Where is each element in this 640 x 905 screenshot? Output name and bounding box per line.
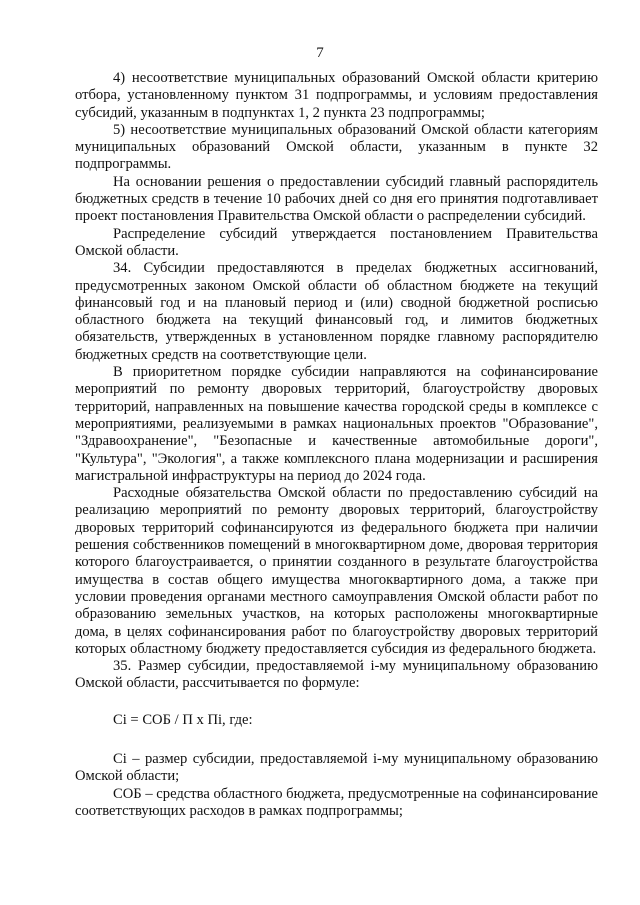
page-number: 7 xyxy=(316,45,324,61)
definition-sob: СОБ – средства областного бюджета, предусмотренные на софинансирование соответствующих расходов в рамках подпрограммы; xyxy=(75,785,598,819)
formula: Ci = СОБ / П х Пi, где: xyxy=(113,711,253,728)
paragraph-distribution: Распределение субсидий утверждается постановлением Правительства Омской области. xyxy=(75,225,598,259)
paragraph-obligations: Расходные обязательства Омской области по предоставлению субсидий на реализацию мероприятий по ремонту дворовых территорий, благоустройству дворовых территорий софинансируются из федерального бюджета при наличии решения собственников помещений в многоквартирном доме, дворовая территория которого благоустраивается, о принятии созданного в результате благоустройства имущества в состав общего имущества многоквартирного дома, а также при условии проведения органами местного самоуправления Омской области работ по образованию земельных участков, на которых расположены многоквартирные дома, в целях софинансирования работ по благоустройству дворовых территорий которых областному бюджету предоставляется субсидия из федерального бюджета. xyxy=(75,485,598,657)
paragraph-clause-34: 34. Субсидии предоставляются в пределах бюджетных ассигнований, предусмотренных законом Омской области об областном бюджете на текущий финансовый год и на плановый период и (или) сводной бюджетной росписью областного бюджета на текущий финансовый год, и лимитов бюджетных обязательств, утвержденных в установленном порядке главному распорядителю бюджетных средств на соответствующие цели. xyxy=(75,260,598,363)
paragraph-decision: На основании решения о предоставлении субсидий главный распорядитель бюджетных средств в течение 10 рабочих дней со дня его принятия подготавливает проект постановления Правительства Омской области о распределении субсидий. xyxy=(75,173,598,225)
definition-ci: Ci – размер субсидии, предоставляемой i-му муниципальному образованию Омской области; xyxy=(75,750,598,785)
document-body xyxy=(75,70,598,820)
paragraph-priority: В приоритетном порядке субсидии направляются на софинансирование мероприятий по ремонту дворовых территорий, благоустройству дворовых территорий, направленных на повышение качества городской среды в комплексе с мероприятиями, реализуемыми в рамках национальных проектов "Образование", "Здравоохранение", "Безопасные и качественные автомобильные дороги", "Культура", "Экология", а также комплексного плана модернизации и расширения магистральной инфраструктуры на период до 2024 года. xyxy=(75,364,598,484)
paragraph-clause-35: 35. Размер субсидии, предоставляемой i-му муниципальному образованию Омской области, рассчитывается по формуле: xyxy=(75,658,598,692)
paragraph-item-5: 5) несоответствие муниципальных образований Омской области категориям муниципальных образований Омской области, указанным в пункте 32 подпрограммы. xyxy=(75,121,598,173)
paragraph-item-4: 4) несоответствие муниципальных образований Омской области критерию отбора, установленному пунктом 31 подпрограммы, и условиям предоставления субсидий, указанным в подпунктах 1, 2 пункта 23 подпрограммы; xyxy=(75,70,598,121)
